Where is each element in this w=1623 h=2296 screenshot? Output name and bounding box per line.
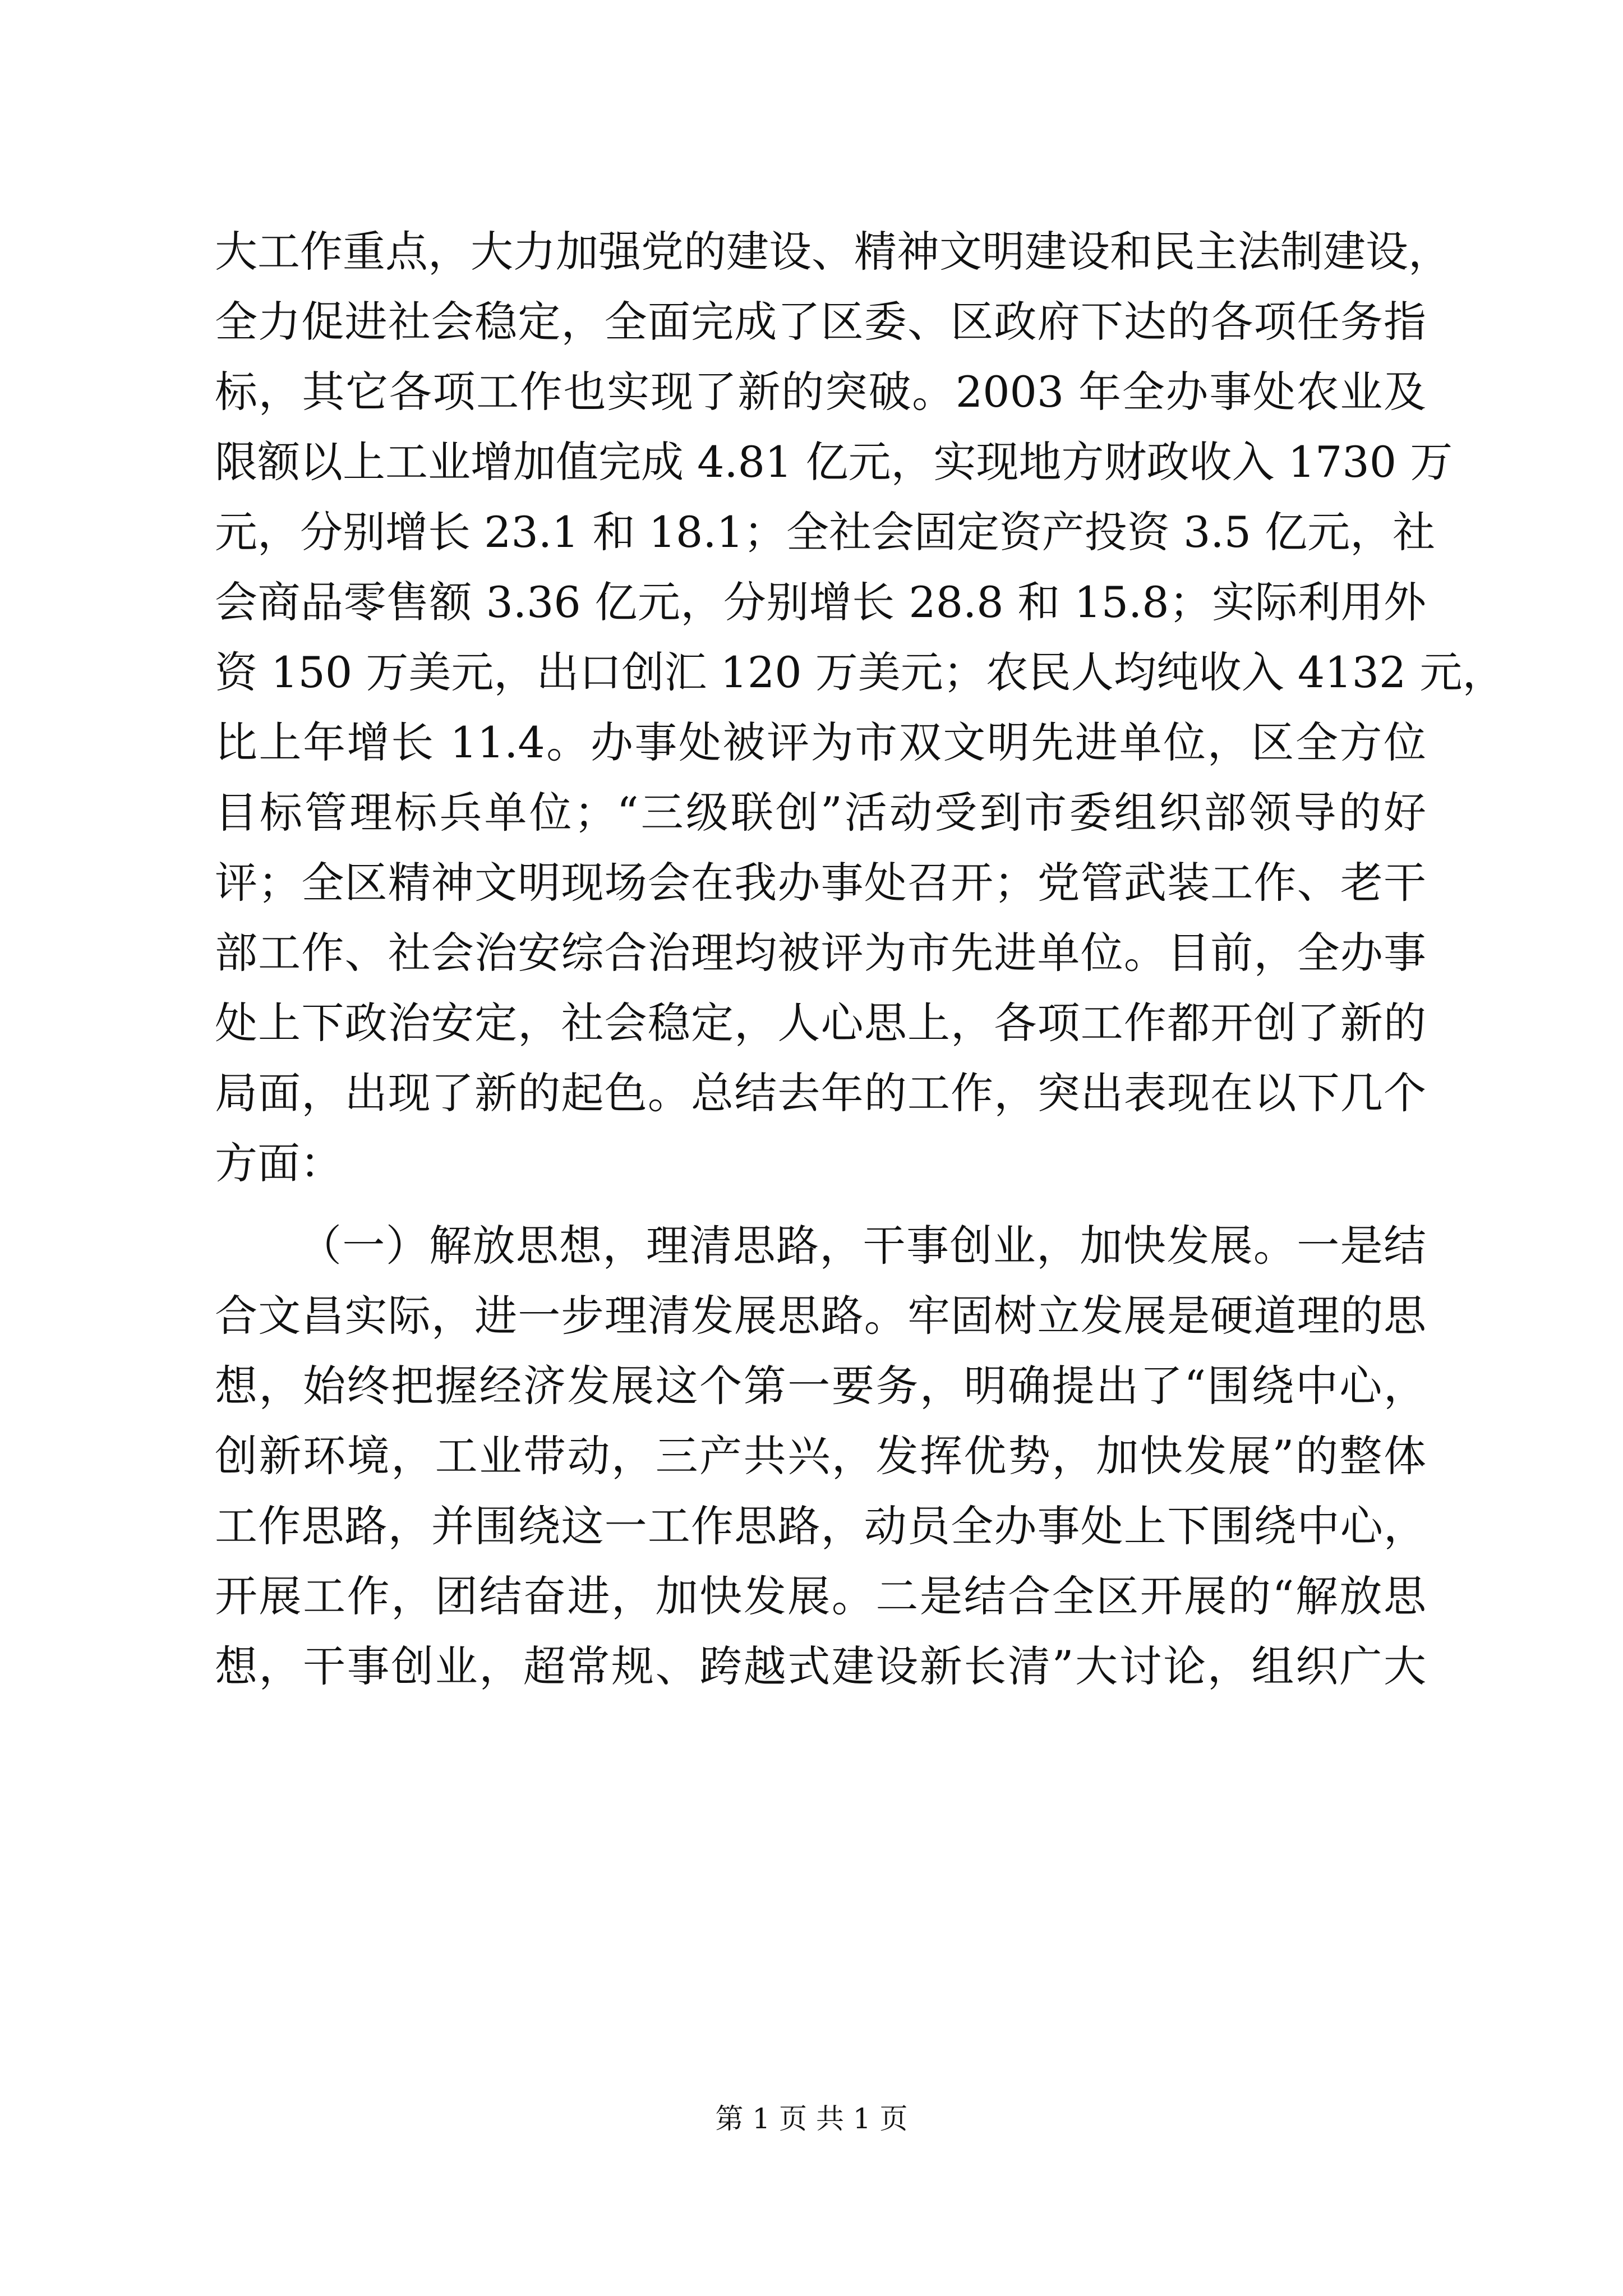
text-line: 会商品零售额 3.36 亿元，分别增长 28.8 和 15.8；实际利用外: [215, 577, 1426, 627]
text-line: 合文昌实际，进一步理清发展思路。牢固树立发展是硬道理的思: [215, 1291, 1426, 1341]
text-line: 部工作、社会治安综合治理均被评为市先进单位。目前，全办事: [215, 928, 1426, 978]
text-line: 标，其它各项工作也实现了新的突破。2003 年全办事处农业及: [215, 367, 1426, 417]
text-line: 方面：: [215, 1138, 343, 1188]
text-line: 处上下政治安定，社会稳定，人心思上，各项工作都开创了新的: [215, 998, 1426, 1048]
text-line: 创新环境，工业带动，三产共兴，发挥优势，加快发展”的整体: [215, 1431, 1426, 1481]
text-line: 元，分别增长 23.1 和 18.1；全社会固定资产投资 3.5 亿元，社: [215, 507, 1436, 557]
text-line: 比上年增长 11.4。办事处被评为市双文明先进单位，区全方位: [215, 717, 1426, 767]
page-number: 第 1 页 共 1 页: [715, 2102, 908, 2135]
text-line: 开展工作，团结奋进，加快发展。二是结合全区开展的“解放思: [215, 1571, 1426, 1621]
document-body: [215, 217, 1505, 1701]
text-line: 评；全区精神文明现场会在我办事处召开；党管武装工作、老干: [215, 858, 1426, 908]
text-line: 资 150 万美元，出口创汇 120 万美元；农民人均纯收入 4132 元，: [215, 647, 1505, 697]
page-footer: [0, 2099, 1623, 2138]
text-line: 限额以上工业增加值完成 4.81 亿元，实现地方财政收入 1730 万: [215, 437, 1453, 487]
text-line: 想，始终把握经济发展这个第一要务，明确提出了“围绕中心，: [215, 1361, 1426, 1411]
text-line: 全力促进社会稳定，全面完成了区委、区政府下达的各项任务指: [215, 297, 1426, 347]
text-line: 局面，出现了新的起色。总结去年的工作，突出表现在以下几个: [215, 1068, 1426, 1118]
text-line: 工作思路，并围绕这一工作思路，动员全办事处上下围绕中心，: [215, 1501, 1426, 1551]
paragraph-gap: [215, 1198, 1426, 1211]
text-line: 想，干事创业，超常规、跨越式建设新长清”大讨论，组织广大: [215, 1641, 1426, 1691]
text-line: （一）解放思想，理清思路，干事创业，加快发展。一是结: [299, 1221, 1426, 1271]
text-line: 目标管理标兵单位；“三级联创”活动受到市委组织部领导的好: [215, 788, 1426, 838]
text-line: 大工作重点，大力加强党的建设、精神文明建设和民主法制建设，: [215, 227, 1451, 277]
